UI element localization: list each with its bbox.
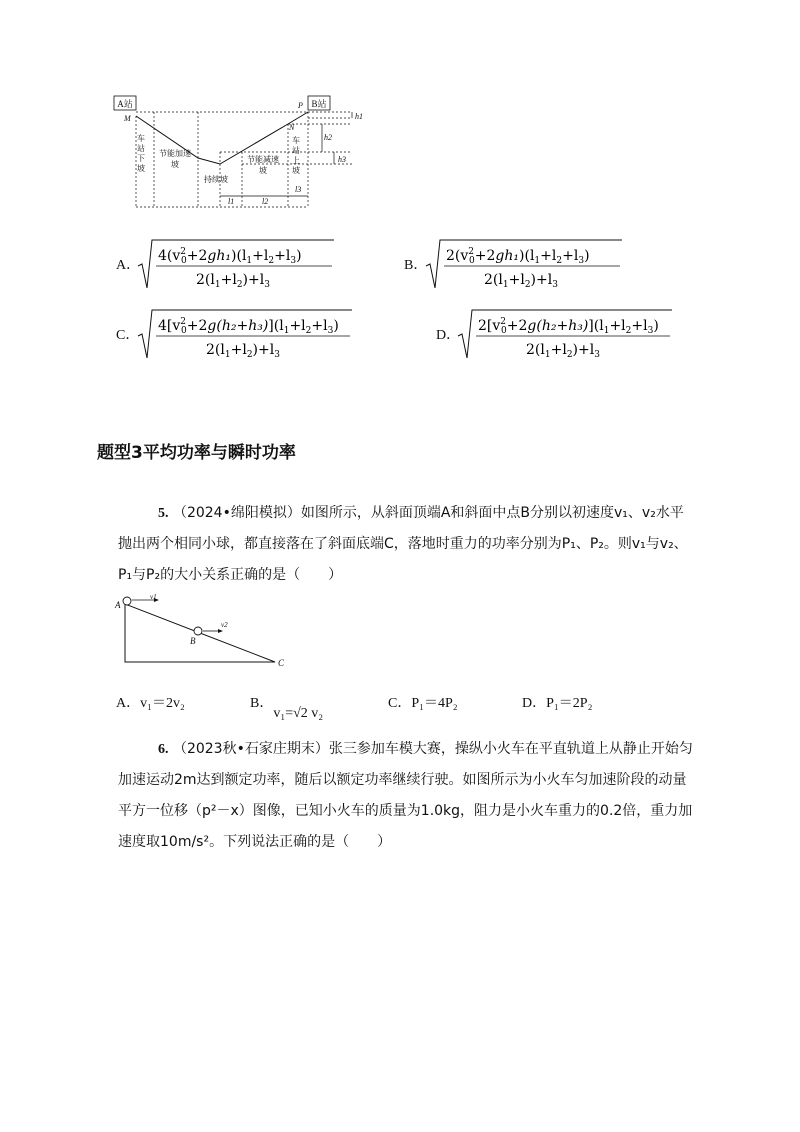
q6-line1: （2023秋•石家庄期末）张三参加车模大赛，操纵小火车在平直轨道上从静止开始匀	[172, 741, 693, 757]
label-a: A	[115, 600, 121, 610]
q5-line2: 抛出两个相同小球，都直接落在了斜面底端C，落地时重力的功率分别为P₁、P₂。则v₁与v₂、	[118, 536, 688, 552]
svg-text:2(v20+2gh₁)(l1+l2+l3): $2(v^2$ $0+2gh_1)(l_1+l_2+l_3)$	[446, 247, 590, 266]
q5-line1: （2024•绵阳模拟）如图所示，从斜面顶端A和斜面中点B分别以初速度v₁、v₂水平	[172, 505, 684, 521]
label-v2: v2	[221, 621, 228, 629]
option-d-formula	[456, 306, 674, 362]
option-c-label: C．	[116, 328, 140, 343]
coef-a: 4	[158, 248, 167, 264]
h3-label: h3	[338, 155, 346, 164]
l3-label: l3	[295, 185, 302, 194]
label-c: C	[278, 658, 285, 668]
q5-option-a: A．v₁＝2v₂	[116, 696, 185, 711]
h2-label: h2	[324, 133, 332, 142]
option-a-label: A．	[116, 258, 141, 273]
question-6-text	[118, 734, 718, 858]
question-5-text	[118, 498, 718, 591]
sustain-slope-label: 持续坡	[204, 175, 228, 184]
q5-option-b: B．v₁=√2 v₂	[250, 696, 324, 721]
incline-figure	[110, 592, 300, 672]
l2-label: l2	[262, 197, 269, 206]
h-d: (h₂+h₃)	[536, 318, 589, 334]
svg-text:2[v20+2g(h₂+h₃)](l1+l2+l3): $2[v^2$ $0+2g(h_2+h_3)](l_1+l_2+l_3)$	[478, 317, 659, 336]
label-v1: v1	[150, 593, 157, 601]
q5-option-c: C．P₁＝4P₂	[388, 696, 458, 711]
down-slope-label: 车站下坡	[137, 134, 145, 173]
point-n: N	[289, 123, 295, 132]
option-a-formula	[136, 236, 336, 292]
h-b: h₁	[504, 248, 520, 264]
point-m: M	[124, 114, 131, 123]
coef-b: 2	[446, 248, 455, 264]
l1-label: l1	[228, 197, 235, 206]
up-slope-label: 车站上坡	[292, 136, 300, 175]
point-p: P	[298, 101, 303, 110]
ball-b	[194, 627, 202, 635]
h1-label: h1	[355, 112, 363, 121]
svg-text:2(l1+l2)+l3: $2(l_1+l_2)+l_3$	[484, 272, 558, 290]
h-c: (h₂+h₃)	[216, 318, 269, 334]
svg-text:2(l1+l2)+l3: $2(l_1+l_2)+l_3$	[526, 342, 600, 360]
q5-option-d: D．P₁＝2P₂	[522, 696, 593, 711]
q6-line4: 速度取10m/s²。下列说法正确的是（ ）	[118, 834, 392, 850]
coef-d: 2	[478, 318, 487, 334]
svg-text:4(v20+2gh₁)(l1+l2+l3): $4(v^2$ $0+2gh_1)(l_1+l_2+l_3)$	[158, 247, 302, 266]
station-a-label: A站	[117, 99, 133, 109]
accel-slope-label: 节能加速坡	[159, 149, 191, 169]
option-b-formula	[424, 236, 624, 292]
svg-text:4[v20+2g(h₂+h₃)](l1+l2+l3): $4[v^2$ $0+2g(h_2+h_3)](l_1+l_2+l_3)$	[158, 317, 339, 336]
option-c-formula	[136, 306, 354, 362]
station-b-label: B站	[311, 99, 327, 109]
q6-line3: 平方一位移（p²－x）图像，已知小火车的质量为1.0kg，阻力是小火车重力的0.2倍，重力加	[118, 803, 693, 819]
q5-number: 5.	[158, 506, 169, 521]
ball-a	[123, 597, 131, 605]
track-profile-figure	[112, 92, 372, 214]
coef-c: 4	[158, 318, 167, 334]
decel-slope-label: 节能减速坡	[247, 155, 279, 175]
label-b: B	[190, 636, 196, 646]
option-d-label: D．	[436, 328, 461, 343]
option-b-label: B．	[404, 258, 428, 273]
svg-text:2(l1+l2)+l3: $2(l_1+l_2)+l_3$	[206, 342, 280, 360]
svg-text:2(l1+l2)+l3: $2(l_1+l_2)+l_3$	[196, 272, 270, 290]
h-a: h₁	[216, 248, 232, 264]
q5-line3: P₁与P₂的大小关系正确的是（ ）	[118, 567, 343, 583]
q6-number: 6.	[158, 742, 169, 757]
section-heading: 题型3平均功率与瞬时功率	[97, 443, 296, 463]
q6-line2: 加速运动2m达到额定功率，随后以额定功率继续行驶。如图所示为小火车匀加速阶段的动量	[118, 772, 687, 788]
